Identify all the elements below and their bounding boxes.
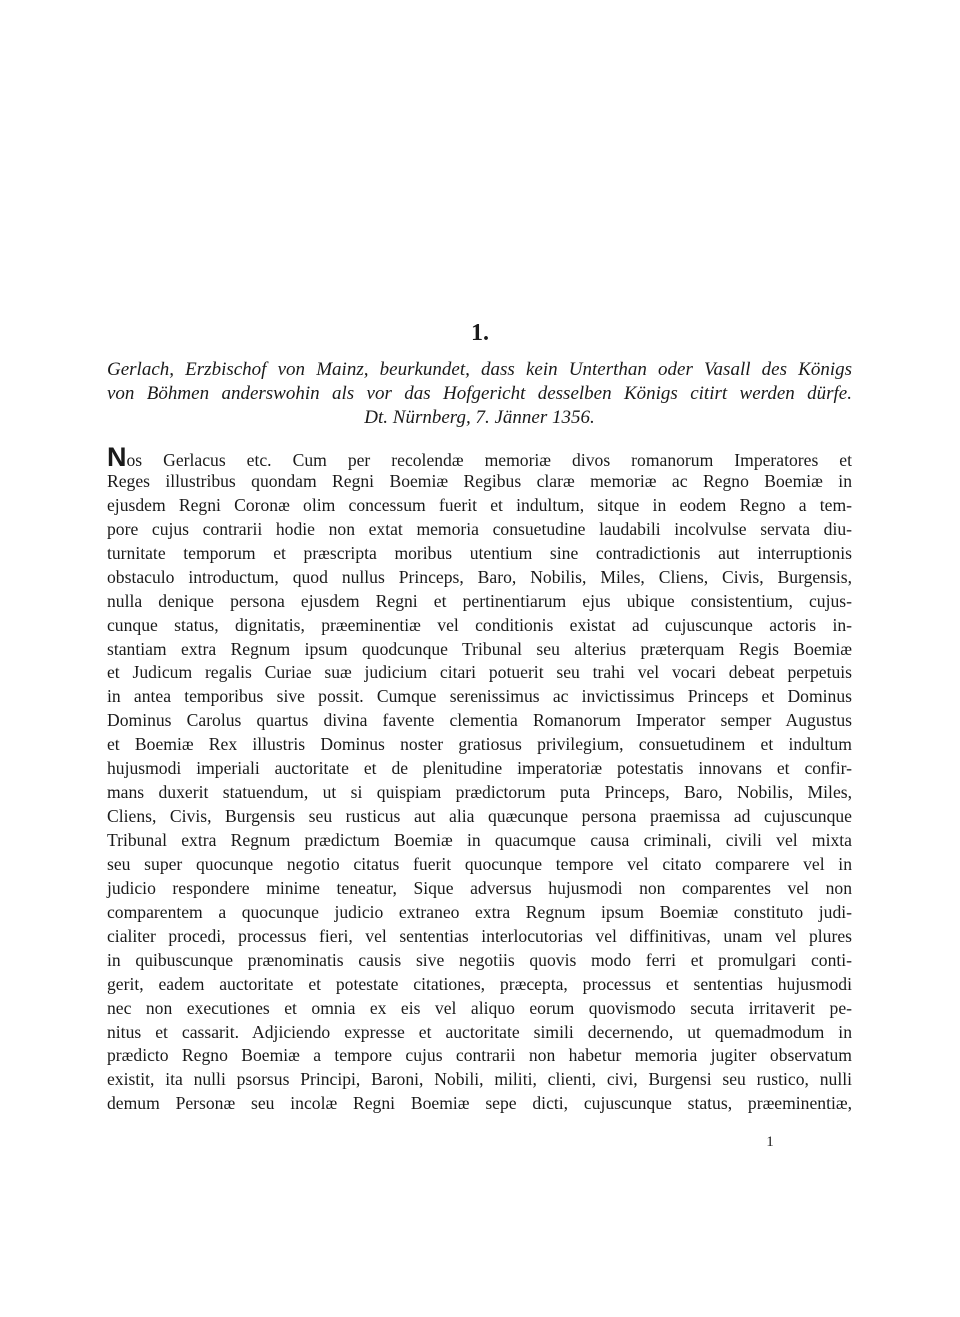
body-line: nulla denique persona ejusdem Regni et pertinentiarum ejus ubique consistentium, cujus- [107, 590, 852, 611]
body-lines [107, 470, 852, 1116]
body-line: et Judicum regalis Curiae suæ judicium citari potuerit seu trahi vel vocari debeat perpetuis [107, 662, 852, 683]
body-line: in antea temporibus sive possit. Cumque serenissimus ac invictissimus Princeps et Dominus [107, 686, 852, 707]
body-line: Tribunal extra Regnum prædictum Boemiæ in quacumque causa criminali, civili vel mixta [107, 830, 852, 850]
body-line: demum Personæ seu incolæ Regni Boemiæ sepe dicti, cujuscunque status, præeminentiæ, [107, 1093, 852, 1114]
document-body [107, 442, 852, 1116]
body-line: nitus et cassarit. Adjiciendo expresse et auctoritate simili decernendo, ut quemadmodum in [107, 1021, 852, 1042]
drop-cap: N [107, 442, 127, 472]
body-line: gerit, eadem auctoritate et potestate citationes, præcepta, processus et sententias hujusmodi [107, 973, 852, 994]
signature-mark: 1 [766, 1134, 774, 1150]
body-line: existit, ita nulli psorsus Principi, Baroni, Nobili, militi, clienti, civi, Burgensi seu rustico, nulli [107, 1069, 852, 1090]
body-line: prædicto Regno Boemiæ a tempore cujus contrarii non habetur memoria jugiter observatum [107, 1045, 852, 1066]
heading-date-line: Dt. Nürnberg, 7. Jänner 1356. [364, 407, 595, 428]
body-line: Dominus Carolus quartus divina favente clementia Romanorum Imperator semper Augustus [107, 710, 852, 731]
body-line: judicio respondere minime teneatur, Sique adversus hujusmodi non comparentes vel non [107, 877, 852, 898]
body-line: obstaculo introductum, quod nullus Princeps, Baro, Nobilis, Miles, Cliens, Civis, Burgensis, [107, 566, 852, 587]
body-line: nec non executiones et omnia ex eis vel aliquo eorum quovismodo secuta irritaverit pe- [107, 997, 852, 1018]
body-line: et Boemiæ Rex illustris Dominus noster gratiosus privilegium, consuetudinem et indultum [107, 734, 852, 755]
body-line: mans duxerit statuendum, ut si quispiam prædictorum puta Princeps, Baro, Nobilis, Miles, [107, 782, 852, 803]
heading-line: von Böhmen anderswohin als vor das Hofgericht desselben Königs citirt werden dürfe. [107, 383, 852, 404]
first-line-text: os Gerlacus etc. Cum per recolendæ memoriæ divos romanorum Imperatores et [126, 450, 852, 470]
body-line: turnitate temporum et præscripta moribus utentium sine contradictionis aut interruptionis [107, 542, 852, 563]
body-line: pore cujus contrarii hodie non extat memoria consuetudine laudabili incolvulse servata diu- [107, 518, 852, 539]
document-number: 1. [471, 320, 489, 346]
body-line: Cliens, Civis, Burgensis seu rusticus aut alia quæcunque persona praemissa ad cujuscunque [107, 806, 852, 827]
body-line: ejusdem Regni Coronæ olim concessum fuerit et indultum, sitque in eodem Regno a tem- [107, 494, 852, 515]
body-line: seu super quocunque negotio citatus fuerit quocunque tempore vel citato comparere vel in [107, 853, 852, 874]
body-first-line [107, 442, 852, 472]
body-line: stantiam extra Regnum ipsum quodcunque Tribunal seu alterius præterquam Regis Boemiæ [107, 638, 852, 659]
body-line: cialiter procedi, processus fieri, vel sententias interlocutorias vel diffinitivas, unam vel plures [107, 925, 852, 946]
heading-line: Gerlach, Erzbischof von Mainz, beurkundet, dass kein Unterthan oder Vasall des Königs [107, 359, 852, 380]
document-heading [107, 358, 852, 430]
body-line: Reges illustribus quondam Regni Boemiæ Regibus claræ memoriæ ac Regno Boemiæ in [107, 470, 852, 491]
body-line: in quibuscunque prænominatis causis sive negotiis quovis modo ferri et promulgari conti- [107, 949, 852, 970]
body-line: cunque status, dignitatis, præeminentiæ vel conditionis existat ad cujuscunque actoris in- [107, 614, 852, 635]
body-line: comparentem a quocunque judicio extraneo extra Regnum ipsum Boemiæ constituto judi- [107, 901, 852, 922]
body-line: hujusmodi imperiali auctoritate et de plenitudine imperatoriæ potestatis innovans et confir- [107, 758, 852, 779]
